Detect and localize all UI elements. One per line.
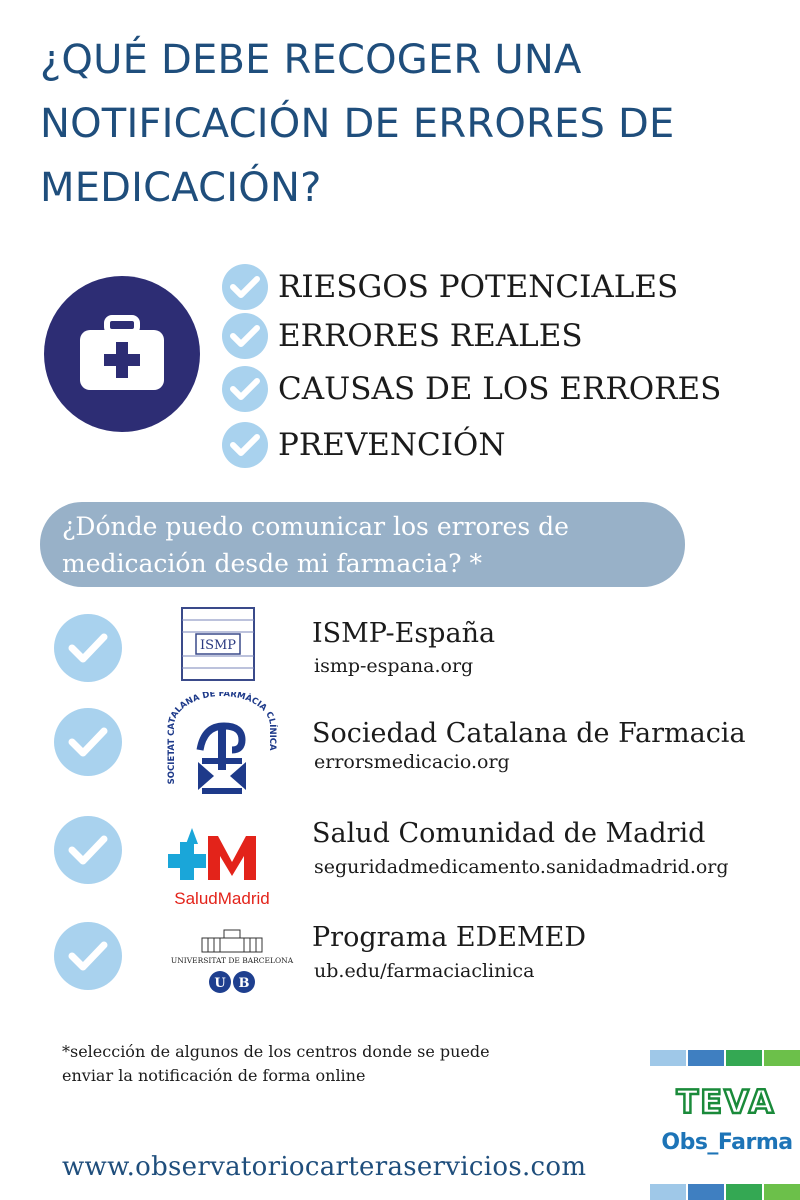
teva-logo [668, 1084, 784, 1118]
org-name: Programa EDEMED [312, 922, 586, 953]
topic-item [222, 364, 721, 414]
obs-farma-label: Obs_Farma [661, 1130, 793, 1155]
teva-brand-block [650, 1050, 800, 1200]
ub-logo-text: UNIVERSITAT DE BARCELONA [170, 956, 294, 965]
check-icon [222, 422, 268, 468]
brand-bars-top [650, 1050, 800, 1066]
org-url[interactable]: ub.edu/farmaciaclinica [314, 960, 535, 982]
check-icon [54, 922, 122, 990]
medical-kit-badge [44, 276, 200, 432]
topic-item [222, 262, 678, 312]
salud-madrid-logo [162, 818, 282, 918]
topic-label: PREVENCIÓN [278, 427, 506, 463]
question-banner [40, 502, 685, 587]
footnote-line: enviar la notificación de forma online [62, 1066, 366, 1085]
title-line: ¿QUÉ DEBE RECOGER UNA [40, 37, 582, 83]
ismp-logo [162, 604, 282, 704]
page-title [40, 28, 780, 220]
check-icon [222, 264, 268, 310]
check-icon [54, 614, 122, 682]
scfc-logo [162, 692, 282, 792]
org-url[interactable]: errorsmedicacio.org [314, 751, 510, 773]
ub-logo [162, 926, 302, 1026]
topic-item [222, 420, 505, 470]
topic-label: ERRORES REALES [278, 318, 583, 354]
website-link[interactable]: www.observatoriocarteraservicios.com [62, 1152, 587, 1182]
question-line: ¿Dónde puedo comunicar los errores de [62, 512, 569, 541]
check-icon [222, 313, 268, 359]
topic-label: RIESGOS POTENCIALES [278, 269, 679, 305]
org-name: ISMP-España [312, 618, 496, 649]
org-url[interactable]: ismp-espana.org [314, 655, 474, 677]
ub-logo-letter: U [214, 976, 226, 991]
footnote [62, 1040, 490, 1088]
ub-logo-letter: B [238, 976, 250, 991]
check-icon [54, 708, 122, 776]
footnote-line: *selección de algunos de los centros donde se puede [62, 1042, 490, 1061]
check-icon [222, 366, 268, 412]
check-icon [54, 816, 122, 884]
title-line: MEDICACIÓN? [40, 165, 322, 211]
topic-label: CAUSAS DE LOS ERRORES [278, 371, 722, 407]
org-name: Salud Comunidad de Madrid [312, 818, 706, 849]
medical-kit-icon [44, 276, 200, 432]
topic-item [222, 311, 583, 361]
question-line: medicación desde mi farmacia? * [62, 549, 482, 578]
ismp-logo-text: ISMP [199, 638, 237, 653]
org-url[interactable]: seguridadmedicamento.sanidadmadrid.org [314, 856, 729, 878]
teva-logo-text: TEVA [676, 1084, 776, 1118]
title-line: NOTIFICACIÓN DE ERRORES DE [40, 101, 675, 147]
scfc-logo-text: SOCIETAT CATALANA DE FARMÀCIA CLÍNICA [167, 692, 278, 785]
brand-bars-bottom [650, 1184, 800, 1200]
salud-madrid-logo-text: SaludMadrid [174, 889, 270, 908]
org-name: Sociedad Catalana de Farmacia [312, 718, 746, 749]
